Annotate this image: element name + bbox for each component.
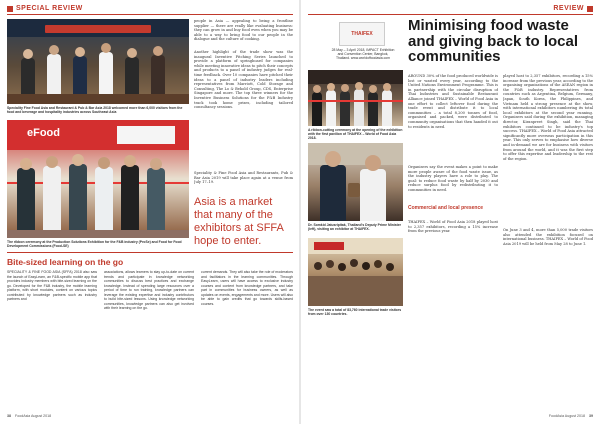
deputy-pm-photo	[308, 143, 403, 221]
right-footer	[549, 414, 593, 418]
right-footer-text: FoodAsia August 2018	[548, 414, 585, 418]
event-info: 28 May – 3 April 2018, IMPACT Exhibition and Convention Center, Bangkok, Thailand. www.worldoffoodasia.com	[331, 48, 395, 61]
left-section-label-text: SPECIAL REVIEW	[16, 5, 83, 12]
right-page	[301, 0, 600, 424]
trade-visitors-photo	[308, 238, 403, 306]
ribbon-ceremony-caption: The ribbon ceremony at the Production Solutions Exhibition for the F&B industry (ProSe) and Food for Food Development Commissions (Food-SE)	[7, 240, 182, 249]
sidebar-box	[7, 252, 293, 412]
right-section-label	[553, 5, 593, 12]
sidebar-column-1: SPECIALITY & FINE FOOD ASIA (SFFA) 2018 also saw the launch of EasyLearn, an F&B-specific mobile app that provides industry members with bite-sized learning on the go. Developed for the F&B industry, the mobile learning platform, with short modules, content on various topics contributed by knowledge partners such as industry partners and	[7, 270, 97, 301]
left-header-rule	[7, 14, 293, 15]
article-column-1b: Organisers say the event makes a point to make more people aware of the food waste issue, as the industry players have a role to play. The goal: to reduce food waste by half by 2030 and reduce surplus food by redistributing it to communities in need.	[408, 165, 498, 192]
left-article-text-top: people in Asia — appealing to being a frontline supplier — there are really like evaluating business: they can grow in and buy food even when you may be able to a way to bring food to our people in the dialogue and the culture of cooking.	[194, 19, 293, 42]
sidebar-column-3: current demands. They will also take the role of moderators and facilitators in the learning communities. Through EasyLearn, users will have access to exclusive industry courses and content from knowledge partners, and take part in communities for business owners, as well as updates on events, engagements and more. Users will also be able to gain credits that go towards skills-based courses.	[201, 270, 293, 306]
article-column-1c: THAIFEX – World of Food Asia 2018 played host to 2,357 exhibitors, recording a 15% increase from the previous year.	[408, 220, 498, 234]
right-section-label-text: REVIEW	[553, 5, 584, 12]
event-logo: THAIFEX	[339, 22, 385, 46]
right-page-number: 39	[589, 414, 593, 418]
sidebar-column-2: associations, allows learners to stay up-to-date on current trends and participate in knowledge networking communities to discuss best practices and exchange knowledge. Instead of spending large resources over a period of time to run training, knowledge partners can leverage the existing expertise and industry contributors to build bite-sized lessons. Using knowledge networking communities, knowledge partners can also get involved with their learning on the go.	[104, 270, 194, 310]
section-marker-icon-right	[587, 6, 593, 12]
left-footer-text: FoodAsia August 2018	[15, 414, 52, 418]
section-marker-icon	[7, 6, 13, 12]
left-article-text-mid: Another highlight of the trade show was the inaugural Inventive Pitching Series launched to provide a platform of springboard for companies while meeting innovative ideas to pitch their concepts and products to a panel of industry judges for real-time feedback. Over 10 companies have pitched their ideas to a panel of industry leaders including representatives from Marriott, Cold Storage and Consulting, The Lo & Behold Group, CDS, Enterprise Singapore and more. The top three winners for the Inventive Business Solutions for the F&B Industry track took home prizes, including tailored consultancy sessions.	[194, 50, 293, 110]
right-header-rule	[308, 14, 593, 15]
article-column-2b: On June 3 and 4, more than 5,000 trade visitors also attended the exhibition focused on international business. THAIFEX – World of Food Asia 2019 will be held from May 28 to June 1.	[503, 228, 593, 246]
stage-photo	[7, 19, 189, 104]
article-headline: Minimising food waste and giving back to local communities	[408, 18, 579, 65]
trade-visitors-caption: The event saw a total of 83,760 international trade visitors from over 130 countries.	[308, 308, 402, 317]
article-subhead: Commercial and local presence	[408, 205, 484, 211]
stage-photo-caption: Speciality Fine Food Asia and Restaurant & Pub & Bar Asia 2018 welcomed more than 6,000 visitors from the food and beverage and hospitality industries across Southeast Asia	[7, 106, 183, 115]
left-article-text-bottom: Speciality & Fine Food Asia and Restaurants, Pub & Bar Asia 2019 will take place again at a venue from July 17–19.	[194, 171, 293, 185]
left-page-number: 38	[7, 414, 11, 418]
article-column-2: played host to 2,357 exhibitors, recording a 15% increase from the previous year, according to the organising organisations of the ASEAN region in the F&B industry. Representatives from countries such as Argentina, Belgium, Germany, Japan, South Korea, the Philippines, and Vietnam held a strong presence at the show, with international exhibitors numbering its total local exhibitors at the second year running. Organisers said during the exhibition, managing director, Kiranpreet Singh, said the Thai exhibitors continued to be industry's top success. THAIFEX – World of Food Asia attracted significantly more overseas participation in this year. This only serves to emphasise how diverse and in-demand we are for business with visitors from around the world, and it was the first step to offer this expertise and leadership to the rest of the region.	[503, 74, 593, 161]
opening-ceremony-photo	[308, 70, 403, 126]
deputy-pm-caption: Dr. Somkid Jatusripitak, Thailand's Deputy Prime Minister (left), visiting an exhibitor at THAIFEX.	[308, 223, 401, 232]
sidebar-title: Bite-sized learning on the go	[7, 257, 124, 267]
left-section-label	[7, 5, 83, 12]
article-column-1: AROUND 30% of the food produced worldwide is lost or wasted every year, according to the United Nations Environment Programme. This is in partnership with the circular disruption of Thai Industries and Sustainable Restaurant Alliance joined THAIFEX – World of Food Asia in one effort to collect leftover food during the trade event and distribute it to local communities – a total 8,200 tonnes of food, organised and packed, were distributed to community organisations that then handed it out to residents in need.	[408, 74, 498, 129]
pull-quote: Asia is a market that many of the exhibitors at SFFA hope to enter.	[194, 196, 284, 247]
opening-ceremony-caption: A ribbon-cutting ceremony at the opening of the exhibition with the first pavilion of THAIFEX – World of Food Asia 2018.	[308, 128, 403, 141]
ribbon-ceremony-photo: eFood	[7, 120, 189, 238]
left-footer	[7, 414, 51, 418]
